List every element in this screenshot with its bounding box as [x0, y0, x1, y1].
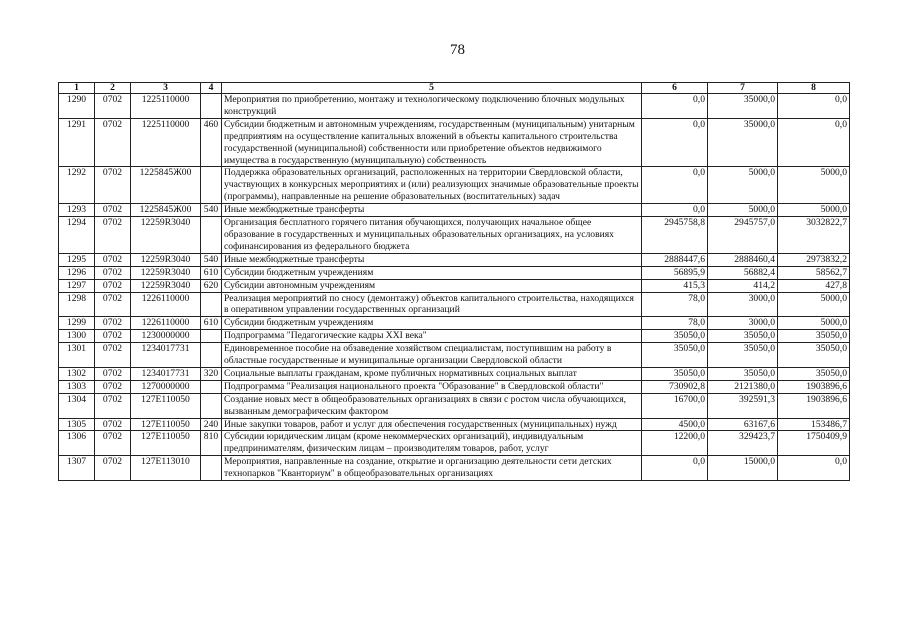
target-article: 1234017731 [131, 367, 201, 380]
row-number: 1293 [59, 204, 95, 217]
row-number: 1306 [59, 431, 95, 456]
table-row [59, 253, 850, 266]
table-row [59, 118, 850, 167]
amount-col-8: 0,0 [778, 456, 850, 481]
amount-col-8: 0,0 [778, 118, 850, 167]
row-number: 1297 [59, 279, 95, 292]
expense-type: 810 [201, 431, 222, 456]
table-row [59, 393, 850, 418]
row-number: 1304 [59, 393, 95, 418]
amount-col-7: 414,2 [708, 279, 778, 292]
table-row [59, 266, 850, 279]
amount-col-6: 56895,9 [642, 266, 708, 279]
target-article: 127E110050 [131, 418, 201, 431]
amount-col-6: 4500,0 [642, 418, 708, 431]
amount-col-8: 0,0 [778, 94, 850, 119]
expense-type [201, 456, 222, 481]
item-name: Иные межбюджетные трансферты [222, 253, 642, 266]
item-name: Поддержка образовательных организаций, расположенных на территории Свердловской области, участвующих в конкурсных мероприятиях и (или) реализующих значимые образовательные проекты (программы), направленные на решение образовательных (воспитательных) задач [222, 167, 642, 204]
amount-col-7: 2945757,0 [708, 217, 778, 254]
target-article: 1234017731 [131, 343, 201, 368]
row-number: 1296 [59, 266, 95, 279]
row-number: 1305 [59, 418, 95, 431]
amount-col-6: 0,0 [642, 456, 708, 481]
amount-col-6: 0,0 [642, 118, 708, 167]
row-number: 1291 [59, 118, 95, 167]
amount-col-8: 5000,0 [778, 167, 850, 204]
section-code: 0702 [95, 279, 131, 292]
table-row [59, 317, 850, 330]
row-number: 1292 [59, 167, 95, 204]
item-name: Субсидии юридическим лицам (кроме некоммерческих организаций), индивидуальным предпринимателям, физическим лицам – производителям товаров, работ, услуг [222, 431, 642, 456]
page-number: 78 [450, 42, 465, 58]
section-code: 0702 [95, 380, 131, 393]
expense-type [201, 393, 222, 418]
amount-col-8: 5000,0 [778, 317, 850, 330]
expense-type: 610 [201, 266, 222, 279]
table-row [59, 367, 850, 380]
section-code: 0702 [95, 317, 131, 330]
target-article: 1270000000 [131, 380, 201, 393]
section-code: 0702 [95, 367, 131, 380]
table-row [59, 94, 850, 119]
row-number: 1295 [59, 253, 95, 266]
section-code: 0702 [95, 431, 131, 456]
row-number: 1300 [59, 330, 95, 343]
header-col-1: 1 [59, 83, 95, 94]
row-number: 1302 [59, 367, 95, 380]
amount-col-8: 1903896,6 [778, 393, 850, 418]
header-col-5: 5 [222, 83, 642, 94]
section-code: 0702 [95, 167, 131, 204]
item-name: Иные закупки товаров, работ и услуг для обеспечения государственных (муниципальных) нужд [222, 418, 642, 431]
target-article: 127E113010 [131, 456, 201, 481]
row-number: 1299 [59, 317, 95, 330]
target-article: 12259R3040 [131, 253, 201, 266]
item-name: Субсидии бюджетным учреждениям [222, 317, 642, 330]
table-row [59, 456, 850, 481]
row-number: 1290 [59, 94, 95, 119]
table-row [59, 279, 850, 292]
amount-col-8: 153486,7 [778, 418, 850, 431]
target-article: 127E110050 [131, 431, 201, 456]
item-name: Мероприятия, направленные на создание, открытие и организацию деятельности сети детских технопарков "Кванториум" в общеобразовательных организациях [222, 456, 642, 481]
amount-col-8: 58562,7 [778, 266, 850, 279]
header-col-3: 3 [131, 83, 201, 94]
amount-col-7: 35050,0 [708, 343, 778, 368]
row-number: 1307 [59, 456, 95, 481]
section-code: 0702 [95, 456, 131, 481]
row-number: 1294 [59, 217, 95, 254]
amount-col-6: 2945758,8 [642, 217, 708, 254]
amount-col-6: 0,0 [642, 204, 708, 217]
row-number: 1298 [59, 292, 95, 317]
header-row [59, 83, 850, 94]
amount-col-7: 3000,0 [708, 317, 778, 330]
amount-col-7: 35050,0 [708, 367, 778, 380]
section-code: 0702 [95, 253, 131, 266]
expense-type [201, 380, 222, 393]
amount-col-8: 35050,0 [778, 343, 850, 368]
section-code: 0702 [95, 118, 131, 167]
item-name: Субсидии бюджетным и автономным учреждениям, государственным (муниципальным) унитарным предприятиям на осуществление капитальных вложений в объекты капитального строительства государственной (муниципальной) собственности или приобретение объектов недвижимого имущества в государственную (муниципальную) собственность [222, 118, 642, 167]
row-number: 1303 [59, 380, 95, 393]
table-row [59, 204, 850, 217]
section-code: 0702 [95, 217, 131, 254]
table-row [59, 380, 850, 393]
expense-type: 540 [201, 253, 222, 266]
amount-col-6: 2888447,6 [642, 253, 708, 266]
amount-col-8: 2973832,2 [778, 253, 850, 266]
expense-type: 320 [201, 367, 222, 380]
header-col-2: 2 [95, 83, 131, 94]
table-row [59, 330, 850, 343]
target-article: 1226110000 [131, 317, 201, 330]
item-name: Подпрограмма "Реализация национального проекта "Образование" в Свердловской области" [222, 380, 642, 393]
section-code: 0702 [95, 94, 131, 119]
item-name: Единовременное пособие на обзаведение хозяйством специалистам, поступившим на работу в областные государственные и муниципальные организации Свердловской области [222, 343, 642, 368]
amount-col-7: 56882,4 [708, 266, 778, 279]
amount-col-7: 2121380,0 [708, 380, 778, 393]
table-row [59, 217, 850, 254]
amount-col-6: 0,0 [642, 167, 708, 204]
row-number: 1301 [59, 343, 95, 368]
table-row [59, 343, 850, 368]
amount-col-7: 3000,0 [708, 292, 778, 317]
target-article: 1230000000 [131, 330, 201, 343]
item-name: Подпрограмма "Педагогические кадры XXI века" [222, 330, 642, 343]
amount-col-7: 15000,0 [708, 456, 778, 481]
item-name: Субсидии автономным учреждениям [222, 279, 642, 292]
target-article: 12259R3040 [131, 279, 201, 292]
amount-col-6: 35050,0 [642, 367, 708, 380]
item-name: Субсидии бюджетным учреждениям [222, 266, 642, 279]
target-article: 1225110000 [131, 118, 201, 167]
header-col-6: 6 [642, 83, 708, 94]
section-code: 0702 [95, 343, 131, 368]
section-code: 0702 [95, 204, 131, 217]
target-article: 127E110050 [131, 393, 201, 418]
expense-type: 620 [201, 279, 222, 292]
table-row [59, 431, 850, 456]
header-col-4: 4 [201, 83, 222, 94]
section-code: 0702 [95, 393, 131, 418]
amount-col-7: 35000,0 [708, 118, 778, 167]
expense-type: 240 [201, 418, 222, 431]
amount-col-8: 35050,0 [778, 367, 850, 380]
amount-col-7: 63167,6 [708, 418, 778, 431]
amount-col-7: 2888460,4 [708, 253, 778, 266]
amount-col-7: 35050,0 [708, 330, 778, 343]
expense-type: 460 [201, 118, 222, 167]
section-code: 0702 [95, 330, 131, 343]
header-col-8: 8 [778, 83, 850, 94]
expense-type [201, 94, 222, 119]
amount-col-6: 0,0 [642, 94, 708, 119]
expense-type [201, 292, 222, 317]
budget-table [58, 82, 850, 481]
expense-type: 540 [201, 204, 222, 217]
amount-col-7: 392591,3 [708, 393, 778, 418]
target-article: 12259R3040 [131, 266, 201, 279]
target-article: 1225110000 [131, 94, 201, 119]
amount-col-6: 78,0 [642, 317, 708, 330]
amount-col-6: 35050,0 [642, 330, 708, 343]
item-name: Создание новых мест в общеобразовательных организациях в связи с ростом числа обучающихся, вызванным демографическим фактором [222, 393, 642, 418]
target-article: 12259R3040 [131, 217, 201, 254]
target-article: 1226110000 [131, 292, 201, 317]
amount-col-7: 5000,0 [708, 204, 778, 217]
expense-type [201, 167, 222, 204]
expense-type [201, 217, 222, 254]
expense-type [201, 330, 222, 343]
section-code: 0702 [95, 266, 131, 279]
amount-col-6: 12200,0 [642, 431, 708, 456]
item-name: Реализация мероприятий по сносу (демонтажу) объектов капитального строительства, находящихся в оперативном управлении государственных организаций [222, 292, 642, 317]
amount-col-6: 35050,0 [642, 343, 708, 368]
amount-col-7: 5000,0 [708, 167, 778, 204]
expense-type [201, 343, 222, 368]
item-name: Организация бесплатного горячего питания обучающихся, получающих начальное общее образование в государственных и муниципальных образовательных организациях, на условиях софинансирования из федерального бюджета [222, 217, 642, 254]
amount-col-7: 329423,7 [708, 431, 778, 456]
item-name: Мероприятия по приобретению, монтажу и технологическому подключению блочных модульных конструкций [222, 94, 642, 119]
amount-col-6: 730902,8 [642, 380, 708, 393]
item-name: Социальные выплаты гражданам, кроме публичных нормативных социальных выплат [222, 367, 642, 380]
amount-col-8: 427,8 [778, 279, 850, 292]
amount-col-6: 415,3 [642, 279, 708, 292]
amount-col-8: 1903896,6 [778, 380, 850, 393]
expense-type: 610 [201, 317, 222, 330]
target-article: 1225845Ж00 [131, 204, 201, 217]
amount-col-6: 78,0 [642, 292, 708, 317]
section-code: 0702 [95, 418, 131, 431]
amount-col-8: 5000,0 [778, 292, 850, 317]
section-code: 0702 [95, 292, 131, 317]
amount-col-7: 35000,0 [708, 94, 778, 119]
amount-col-8: 5000,0 [778, 204, 850, 217]
amount-col-8: 1750409,9 [778, 431, 850, 456]
amount-col-6: 16700,0 [642, 393, 708, 418]
amount-col-8: 3032822,7 [778, 217, 850, 254]
table-row [59, 418, 850, 431]
target-article: 1225845Ж00 [131, 167, 201, 204]
table-row [59, 167, 850, 204]
amount-col-8: 35050,0 [778, 330, 850, 343]
table-row [59, 292, 850, 317]
item-name: Иные межбюджетные трансферты [222, 204, 642, 217]
header-col-7: 7 [708, 83, 778, 94]
